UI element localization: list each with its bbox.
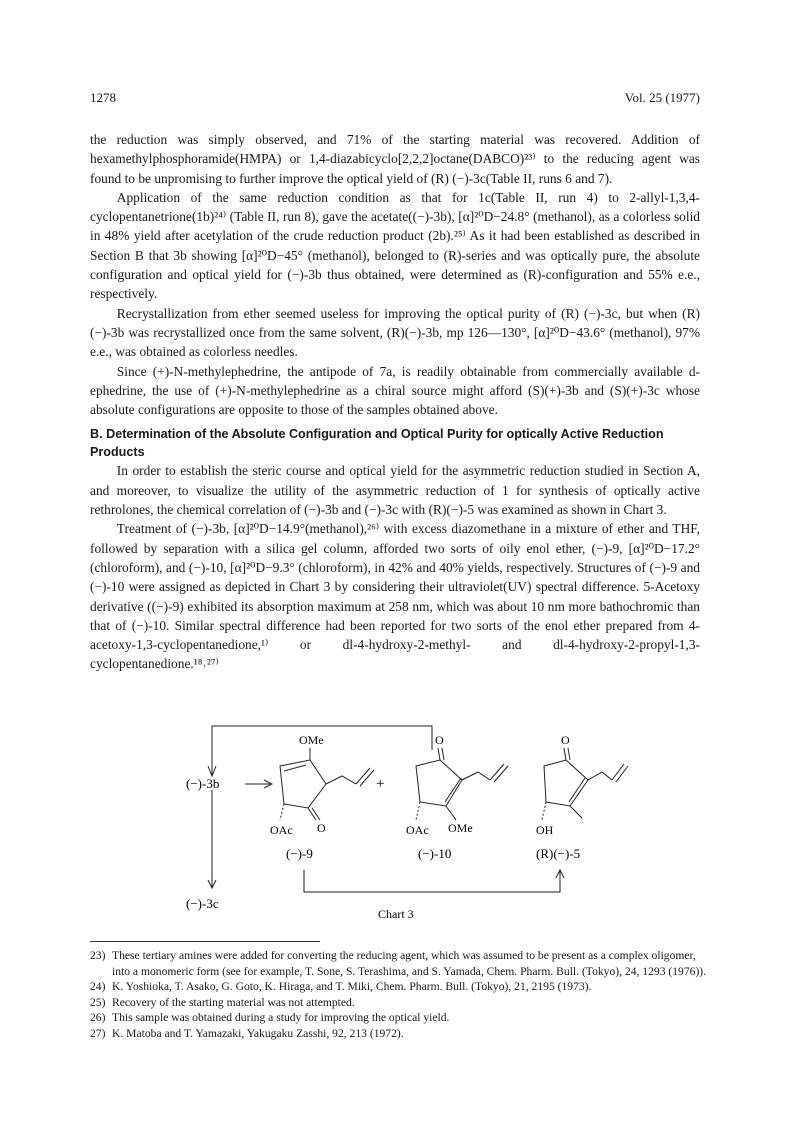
c5-o: O [561, 733, 570, 747]
journal-volume: Vol. 25 (1977) [624, 90, 700, 105]
c5-label: (R)(−)-5 [536, 846, 581, 861]
c9-o: O [317, 821, 326, 835]
paragraph-3: Recrystallization from ether seemed useless for improving the optical purity of (R) (−)-3c, but when (R) (−)-3b was recrystallized once from the same solvent, (R)(−)-3b, mp 126—130°, [α]²⁰D−43.6° (methanol), 97% e.e., was obtained as colorless needles. [90, 305, 700, 360]
footnote: 25) Recovery of the starting material was not attempted. [90, 995, 355, 1009]
footnote: 24) K. Yoshioka, T. Asako, G. Goto, K. Hiraga, and T. Miki, Chem. Pharm. Bull. (Tokyo), 21, 2195 (1973). [90, 980, 592, 994]
chart-caption: Chart 3 [378, 907, 414, 920]
footnote-rule [90, 941, 320, 942]
paragraph-1: the reduction was simply observed, and 71% of the starting material was recovered. Addition of hexamethylphosphoramide(HMPA) or 1,4-diazabicyclo[2,2,2]octane(DABCO)²³⁾ to the reducing agent was found to be unpromising to further improve the optical yield of (R) (−)-3c(Table II, runs 6 and 7). [90, 132, 700, 186]
c10-oac: OAc [406, 823, 429, 837]
c10-o: O [435, 733, 444, 747]
footnotes [90, 948, 710, 1042]
paragraph-4: Since (+)-N-methylephedrine, the antipode of 7a, is readily obtainable from commercially available d-ephedrine, the use of (+)-N-methylephedrine as a chiral source might afford (S)(+)-3b and (S)(+)-3c whose absolute configurations are opposite to those of the samples obtained above. [90, 363, 700, 418]
footnote: 23) These tertiary amines were added for converting the reducing agent, which was assumed to be present as a complex oligomer, into a monomeric form (see for example, T. Sone, S. Terashima, and S. Yamada, Chem. Pharm. Bull. (Tokyo), 24, 1293 (1976)). [90, 949, 707, 978]
c10-label: (−)-10 [418, 846, 452, 861]
paragraph-2: Application of the same reduction condition as that for 1c(Table II, run 4) to 2-allyl-1,3,4-cyclopentanetrione(1b)²⁴⁾ (Table II, run 8), gave the acetate((−)-3b), [α]²⁰D−24.8° (methanol), as a colorless solid in 48% yield after acetylation of the crude reduction product (2b).²⁵⁾ As it had been established as described in Section B that 3b showing [α]²⁰D−45° (methanol), belonged to (R)-series and was optically pure, the absolute configuration and optical yield for (−)-3b thus obtained, were determined as (R)-configuration and 55% e.e., respectively. [90, 189, 700, 302]
c9-ome: OMe [299, 733, 324, 747]
c9-oac: OAc [270, 823, 293, 837]
chart-plus: + [376, 776, 385, 792]
footnote: 26) This sample was obtained during a study for improving the optical yield. [90, 1011, 450, 1025]
body-text-top [90, 130, 700, 674]
page-number: 1278 [90, 90, 116, 105]
paragraph-6: Treatment of (−)-3b, [α]²⁰D−14.9°(methanol),²⁶⁾ with excess diazomethane in a mixture of ether and THF, followed by separation with a silica gel column, afforded two sorts of oily enol ether, (−)-9, [α]²⁰D−17.2°(chloroform), and (−)-10, [α]²⁰D−9.3° (chloroform), in 42% and 40% yields, respectively. Structures of (−)-9 and (−)-10 were assigned as depicted in Chart 3 by considering their ultraviolet(UV) spectral difference. 5-Acetoxy derivative ((−)-9) exhibited its absorption maximum at 258 nm, which was about 10 nm more bathochromic than that of (−)-10. Similar spectral difference had been reported for two sorts of the enol ether prepared from 4-acetoxy-1,3-cyclopentanedione,¹⁾ or dl-4-hydroxy-2-methyl- and dl-4-hydroxy-2-propyl-1,3-cyclopentanedione.¹⁸˒²⁷⁾ [90, 521, 700, 672]
chart-start-label: (−)-3b [186, 776, 220, 791]
paragraph-5: In order to establish the steric course and optical yield for the asymmetric reduction studied in Section A, and moreover, to visualize the utility of the asymmetric reduction of 1 for synthesis of optically active rethrolones, the chemical correlation of (−)-3b and (−)-3c with (R)(−)-5 was examined as shown in Chart 3. [90, 463, 700, 518]
c10-ome: OMe [448, 821, 473, 835]
c5-oh: OH [536, 823, 554, 837]
footnote: 27) K. Matoba and T. Yamazaki, Yakugaku Zasshi, 92, 213 (1972). [90, 1026, 404, 1040]
c9-label: (−)-9 [286, 846, 313, 861]
chart-bottom-label: (−)-3c [186, 896, 219, 911]
section-heading: B. Determination of the Absolute Configuration and Optical Purity for optically Active Reduction Products [90, 427, 664, 460]
chart-3-scheme [150, 720, 670, 920]
